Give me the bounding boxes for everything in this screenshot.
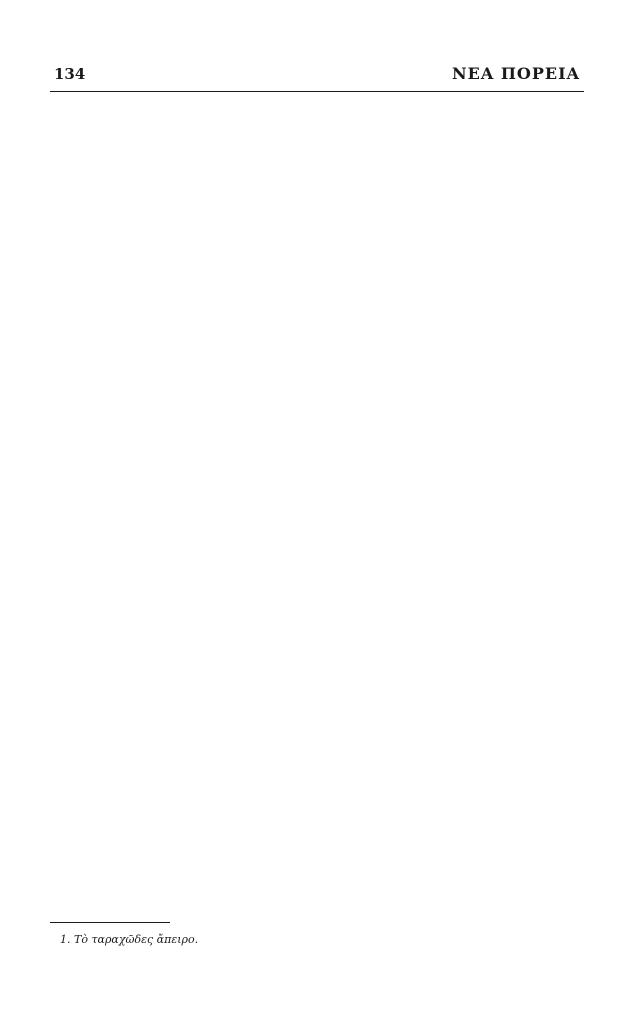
running-title: ΝΕΑ ΠΟΡΕΙΑ bbox=[452, 64, 580, 83]
footnote-rule bbox=[50, 922, 170, 923]
footnote: 1. Τὸ ταραχῶδες ἄπειρο. bbox=[60, 933, 199, 946]
running-header bbox=[50, 64, 584, 83]
body-text-omitted bbox=[50, 92, 584, 922]
page-number: 134 bbox=[54, 65, 86, 83]
